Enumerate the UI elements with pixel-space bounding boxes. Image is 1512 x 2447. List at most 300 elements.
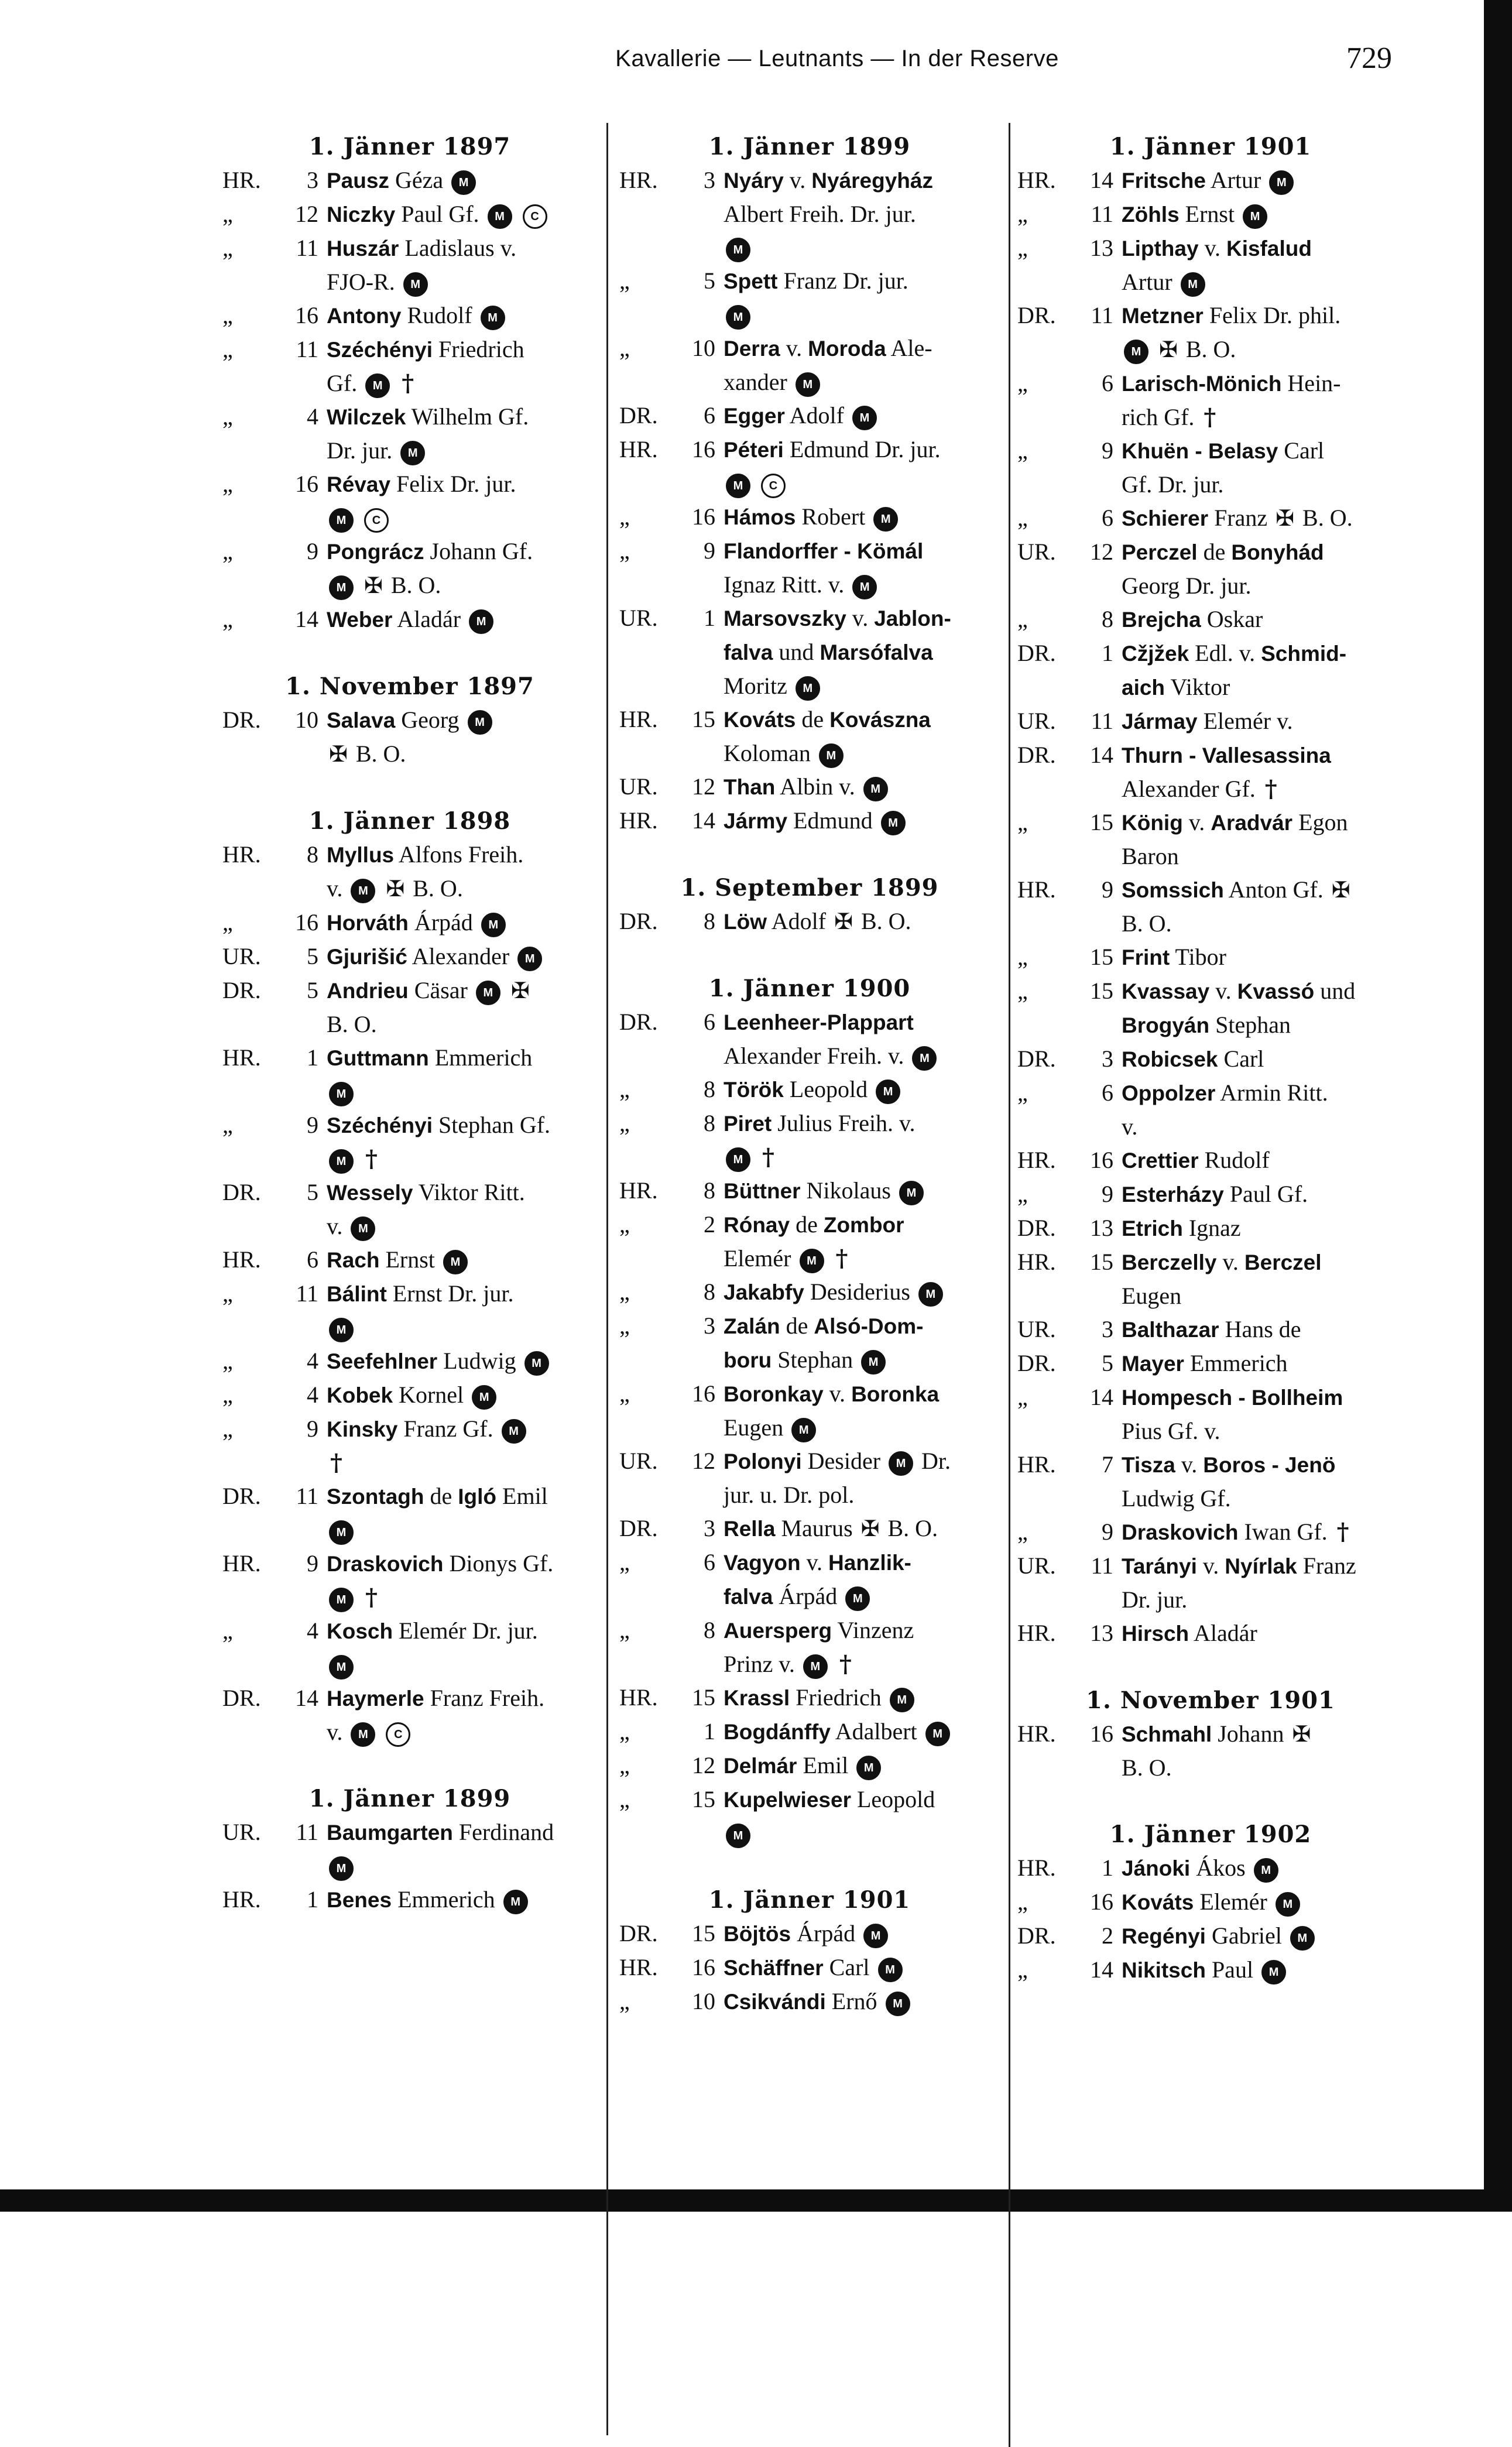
cross-icon: ✠ (1331, 877, 1350, 903)
regiment-type: „ (619, 1110, 630, 1136)
surname: König (1122, 811, 1183, 835)
regiment-number: 3 (307, 167, 318, 193)
regiment-number: 15 (1090, 809, 1113, 835)
surname: Horváth (327, 911, 409, 935)
regiment-number: 1 (704, 605, 715, 631)
regiment-number: 16 (692, 1954, 715, 1980)
dagger-icon: † (365, 1584, 378, 1611)
regiment-type: DR. (1017, 1215, 1056, 1241)
officer-entry-line: Polonyi Desider M Dr. (724, 1444, 1000, 1478)
regiment-label (619, 1174, 719, 1207)
regiment-number: 11 (1091, 708, 1113, 734)
officer-entry-line (724, 1140, 1000, 1174)
m-badge-icon: M (1261, 1960, 1286, 1985)
regiment-number: 9 (704, 537, 715, 564)
officer-entry-line (327, 1142, 597, 1175)
officer-entry-line: Löw Adolf ✠ B. O. (724, 908, 911, 934)
regiment-label (619, 1208, 719, 1241)
regiment-number: 16 (295, 471, 318, 497)
regiment-label (222, 1344, 322, 1377)
m-badge-icon: M (863, 777, 888, 801)
surname: Rach (327, 1248, 380, 1272)
surname: Esterházy (1122, 1183, 1224, 1207)
list-item (222, 1547, 597, 1614)
regiment-type: HR. (222, 167, 261, 193)
regiment-label (1017, 1346, 1117, 1380)
officer-entry-line (1122, 1380, 1404, 1414)
m-badge-icon: M (1124, 340, 1148, 364)
officer-entry-line: v. M ✠ B. O. (327, 872, 597, 906)
list-item (1017, 1245, 1404, 1312)
regiment-number: 5 (307, 977, 318, 1003)
m-badge-icon: M (329, 1149, 354, 1174)
officer-entry-line: Jármy Edmund M (724, 804, 1000, 838)
regiment-type: HR. (1017, 1249, 1056, 1275)
regiment-label (619, 433, 719, 466)
regiment-label (1017, 1143, 1117, 1177)
officer-entry-line: Pausz Géza M (327, 163, 597, 197)
officer-entry-line: ✠ B. O. (329, 741, 406, 767)
surname: Zalán (724, 1314, 780, 1338)
list-item (1017, 1380, 1404, 1448)
regiment-number: 15 (1090, 978, 1113, 1004)
regiment-type: HR. (1017, 1620, 1056, 1646)
regiment-number: 5 (704, 268, 715, 294)
surname: Khuën - Belasy (1122, 439, 1278, 463)
list-item (619, 601, 1000, 702)
officer-entry-line: Kobek Kornel M (327, 1378, 597, 1412)
surname: Zombor (823, 1213, 904, 1237)
regiment-type: DR. (1017, 302, 1056, 328)
m-badge-icon: M (329, 1588, 354, 1612)
regiment-label (619, 1005, 719, 1039)
surname: Egger (724, 404, 785, 428)
surname: Krassl (724, 1686, 790, 1710)
surname: Tisza (1122, 1453, 1175, 1477)
officer-entry-line: Pongrácz Johann Gf. (327, 538, 533, 564)
surname: Kobek (327, 1383, 393, 1407)
officer-entry-line: Marsovszky v. Jablon- (724, 605, 951, 631)
m-badge-icon: M (881, 811, 906, 835)
surname: Seefehlner (327, 1349, 438, 1373)
regiment-number: 6 (704, 1549, 715, 1575)
surname: Antony (327, 304, 402, 328)
officer-entry-line: Rach Ernst M (327, 1243, 597, 1277)
regiment-type: „ (222, 471, 233, 497)
regiment-label (619, 399, 719, 432)
surname: Hompesch - Bollheim (1122, 1386, 1343, 1410)
officer-entry-line: Frint Tibor (1122, 944, 1226, 970)
section (222, 130, 597, 636)
regiment-label (222, 1614, 322, 1647)
c-badge-icon: C (761, 474, 786, 498)
regiment-number: 14 (692, 807, 715, 834)
regiment-type: „ (619, 1617, 630, 1643)
surname: Nyírlak (1225, 1554, 1297, 1578)
officer-entry-line: Kosch Elemér Dr. jur. (327, 1617, 538, 1644)
m-badge-icon: M (1269, 170, 1294, 195)
m-badge-icon: M (726, 305, 750, 330)
surname: Spett (724, 269, 778, 293)
surname: Böjtös (724, 1922, 791, 1946)
officer-entry-line: v. M (327, 1209, 597, 1243)
surname: Jablon- (874, 606, 951, 630)
regiment-label (222, 1479, 322, 1513)
officer-entry-line: Büttner Nikolaus M (724, 1174, 1000, 1208)
m-badge-icon: M (803, 1654, 828, 1679)
regiment-label (619, 1309, 719, 1342)
officer-entry-line: jur. u. Dr. pol. (724, 1482, 855, 1508)
dagger-icon: † (1336, 1518, 1349, 1545)
scan-border-right (1484, 0, 1512, 2212)
dagger-icon: † (1204, 403, 1216, 431)
officer-entry-line: B. O. (1122, 1754, 1172, 1781)
regiment-label (619, 1444, 719, 1478)
regiment-type: DR. (222, 977, 261, 1003)
m-badge-icon: M (852, 406, 877, 430)
officer-entry-line: Lipthay v. Kisfalud (1122, 235, 1312, 261)
surname: Frint (1122, 945, 1170, 969)
officer-entry-line (1122, 738, 1404, 772)
running-head: Kavallerie — Leutnants — In der Reserve (615, 46, 1059, 71)
cross-icon: ✠ (510, 978, 530, 1003)
list-item (1017, 738, 1404, 806)
regiment-number: 6 (1102, 1079, 1113, 1106)
regiment-label (222, 906, 322, 939)
officer-entry-line: Baumgarten Ferdinand (327, 1819, 554, 1845)
surname: Széchényi (327, 1113, 433, 1137)
dagger-icon: † (402, 369, 414, 397)
regiment-number: 12 (1090, 539, 1113, 565)
surname: Schmid- (1261, 642, 1347, 666)
list-item (1017, 636, 1404, 704)
surname: Hámos (724, 505, 796, 529)
surname: Oppolzer (1122, 1081, 1216, 1105)
officer-entry-line: v. M C (327, 1715, 597, 1749)
section (222, 771, 597, 1749)
regiment-number: 1 (307, 1886, 318, 1913)
regiment-number: 8 (704, 1076, 715, 1102)
regiment-number: 16 (1090, 1889, 1113, 1915)
regiment-number: 8 (704, 1279, 715, 1305)
officer-entry-line: Guttmann Emmerich (327, 1044, 533, 1071)
regiment-label (619, 264, 719, 297)
surname: Nikitsch (1122, 1958, 1206, 1982)
m-badge-icon: M (517, 947, 542, 971)
list-item (619, 331, 1000, 399)
officer-entry-line: Egger Adolf M (724, 399, 1000, 433)
regiment-number: 16 (295, 909, 318, 935)
regiment-label (1017, 535, 1117, 568)
surname: Kovászna (829, 708, 931, 732)
m-badge-icon: M (472, 1385, 496, 1410)
list-item (619, 1715, 1000, 1749)
regiment-number: 13 (1090, 235, 1113, 261)
officer-entry-line: Eugen (1122, 1283, 1182, 1309)
regiment-number: 8 (704, 1177, 715, 1204)
list-item (1017, 602, 1404, 636)
regiment-type: DR. (619, 1515, 658, 1541)
regiment-label (619, 1951, 719, 1984)
regiment-label (222, 1108, 322, 1142)
section (222, 1749, 597, 1917)
m-badge-icon: M (443, 1250, 468, 1274)
surname: Myllus (327, 843, 395, 867)
officer-entry-line (327, 1311, 597, 1344)
m-badge-icon: M (873, 507, 898, 532)
regiment-label (1017, 636, 1117, 670)
surname: Kupelwieser (724, 1788, 851, 1812)
regiment-label (222, 940, 322, 973)
officer-entry-line: Ignaz Ritt. v. M (724, 568, 1000, 601)
list-item (222, 1108, 597, 1175)
list-item (1017, 1919, 1404, 1953)
regiment-label (619, 1613, 719, 1647)
regiment-number: 1 (1102, 1855, 1113, 1881)
regiment-label (222, 1277, 322, 1310)
m-badge-icon: M (524, 1351, 549, 1376)
surname: Alsó-Dom- (814, 1314, 924, 1338)
surname: Rella (724, 1517, 776, 1541)
officer-entry-line (327, 1849, 597, 1883)
surname: Büttner (724, 1179, 801, 1203)
regiment-type: „ (1017, 1889, 1028, 1915)
list-item (1017, 1717, 1404, 1784)
regiment-type: „ (222, 201, 233, 227)
officer-entry-line: Oppolzer Armin Ritt. (1122, 1079, 1328, 1106)
section (619, 938, 1000, 1850)
regiment-type: „ (222, 1416, 233, 1442)
regiment-number: 10 (692, 1988, 715, 2014)
officer-entry-line: Zöhls Ernst M (1122, 197, 1404, 231)
regiment-label (1017, 704, 1117, 738)
list-item (222, 1815, 597, 1883)
regiment-type: „ (619, 1312, 630, 1339)
regiment-type: HR. (222, 1044, 261, 1071)
surname: aich (1122, 676, 1165, 700)
officer-entry-line: Horváth Árpád M (327, 906, 597, 940)
regiment-number: 14 (1090, 1384, 1113, 1410)
dagger-icon: † (330, 1449, 342, 1476)
regiment-label (222, 602, 322, 636)
regiment-type: „ (1017, 606, 1028, 632)
officer-entry-line: Szontagh de Igló Emil (327, 1483, 548, 1509)
list-item (222, 1277, 597, 1344)
officer-entry-line: Alexander Freih. v. M (724, 1039, 1000, 1072)
m-badge-icon: M (726, 1824, 750, 1848)
regiment-label (1017, 1076, 1117, 1109)
regiment-label (619, 500, 719, 533)
regiment-number: 14 (295, 606, 318, 632)
officer-entry-line (724, 1005, 1000, 1039)
m-badge-icon: M (502, 1419, 526, 1444)
regiment-number: 11 (296, 235, 318, 261)
regiment-number: 12 (295, 201, 318, 227)
surname: Berczel (1244, 1250, 1322, 1274)
surname: Auersperg (724, 1619, 832, 1643)
column-rule-left (606, 123, 608, 2435)
officer-entry-line: Esterházy Paul Gf. (1122, 1181, 1308, 1207)
regiment-type: „ (1017, 944, 1028, 970)
officer-entry-line: falva und Marsófalva (724, 639, 933, 665)
surname: Csikvándi (724, 1990, 826, 2014)
officer-entry-line: Tisza v. Boros - Jenö (1122, 1451, 1336, 1478)
officer-entry-line: Spett Franz Dr. jur. (724, 268, 908, 294)
officer-entry-line: Kováts de Kovászna (724, 706, 931, 732)
m-badge-icon: M (890, 1688, 914, 1712)
regiment-label (1017, 1953, 1117, 1986)
surname: Metzner (1122, 304, 1204, 328)
regiment-type: „ (1017, 978, 1028, 1004)
regiment-type: „ (222, 1617, 233, 1644)
list-item (1017, 197, 1404, 231)
regiment-label (222, 1378, 322, 1411)
regiment-number: 8 (1102, 606, 1113, 632)
officer-entry-line: Albert Freih. Dr. jur. (724, 201, 916, 227)
officer-entry-line: Boronkay v. Boronka (724, 1380, 940, 1407)
list-item (1017, 299, 1404, 366)
list-item (619, 1613, 1000, 1681)
section (1017, 130, 1404, 1650)
list-item (1017, 974, 1404, 1042)
regiment-type: „ (619, 1380, 630, 1407)
regiment-number: 14 (1090, 167, 1113, 193)
section (222, 636, 597, 771)
officer-entry-line (724, 298, 1000, 331)
officer-entry-line: Khuën - Belasy Carl (1122, 437, 1325, 464)
section-heading: 1. Jänner 1900 (708, 975, 911, 1002)
regiment-number: 15 (692, 1920, 715, 1946)
list-item (619, 1951, 1000, 1985)
officer-entry-line: Draskovich Iwan Gf. † (1122, 1518, 1349, 1545)
officer-entry-line: Moritz M (724, 669, 1000, 702)
regiment-number: 13 (1090, 1620, 1113, 1646)
cross-icon: ✠ (1292, 1721, 1311, 1747)
regiment-label (222, 231, 322, 265)
regiment-label (1017, 1919, 1117, 1952)
dagger-icon: † (839, 1650, 852, 1678)
regiment-label (619, 804, 719, 837)
regiment-label (619, 601, 719, 635)
m-badge-icon: M (1276, 1892, 1300, 1917)
list-item (222, 467, 597, 534)
officer-entry-line: xander M (724, 365, 1000, 399)
surname: Balthazar (1122, 1318, 1219, 1342)
regiment-label (222, 974, 322, 1007)
officer-entry-line: Wessely Viktor Ritt. (327, 1179, 525, 1205)
regiment-type: HR. (222, 1550, 261, 1577)
regiment-type: „ (1017, 370, 1028, 396)
m-badge-icon: M (899, 1181, 924, 1205)
list-item (222, 838, 597, 906)
regiment-type: UR. (1017, 1316, 1056, 1342)
surname: Crettier (1122, 1149, 1199, 1173)
regiment-type: „ (619, 1786, 630, 1812)
officer-entry-line: Brogyán Stephan (1122, 1012, 1291, 1038)
cross-icon: ✠ (834, 909, 853, 934)
regiment-type: „ (222, 336, 233, 362)
officer-entry-line: Perczel de Bonyhád (1122, 539, 1324, 565)
surname: Nyáregyház (811, 169, 933, 193)
m-badge-icon: M (329, 1655, 354, 1680)
column-2 (619, 130, 1000, 2018)
regiment-type: „ (619, 335, 630, 361)
officer-entry-line: Draskovich Dionys Gf. (327, 1550, 554, 1577)
m-badge-icon: M (878, 1958, 903, 1982)
surname: Weber (327, 608, 393, 632)
officer-entry-line: Rella Maurus ✠ B. O. (724, 1515, 938, 1541)
surname: Benes (327, 1888, 392, 1912)
regiment-number: 13 (1090, 1215, 1113, 1241)
list-item (222, 1243, 597, 1277)
regiment-type: „ (1017, 809, 1028, 835)
list-item (1017, 1312, 1404, 1346)
regiment-type: „ (222, 538, 233, 564)
surname: Boronka (851, 1382, 940, 1406)
regiment-number: 6 (704, 402, 715, 429)
regiment-number: 11 (296, 1280, 318, 1307)
surname: Thurn - Vallesassina (1122, 743, 1331, 767)
surname: Salava (327, 708, 396, 732)
regiment-type: DR. (1017, 640, 1056, 666)
list-item (1017, 1851, 1404, 1885)
surname: Brogyán (1122, 1013, 1210, 1037)
officer-entry-line: Pius Gf. v. (1122, 1418, 1220, 1444)
surname: Hanzlik- (828, 1551, 911, 1575)
regiment-type: „ (1017, 505, 1028, 531)
list-item (1017, 704, 1404, 738)
regiment-number: 5 (307, 1179, 318, 1205)
regiment-number: 9 (307, 538, 318, 564)
surname: Kováts (724, 708, 796, 732)
officer-entry-line: Regényi Gabriel M (1122, 1919, 1404, 1953)
regiment-type: „ (222, 606, 233, 632)
regiment-number: 3 (704, 1515, 715, 1541)
surname: Kosch (327, 1619, 393, 1643)
officer-entry-line: Artur M (1122, 265, 1404, 299)
regiment-type: „ (222, 1382, 233, 1408)
section-heading: 1. Jänner 1901 (1109, 133, 1312, 160)
page-number: 729 (1346, 42, 1392, 75)
m-badge-icon: M (726, 474, 750, 498)
section (619, 838, 1000, 938)
regiment-label (619, 770, 719, 803)
cross-icon: ✠ (364, 573, 383, 598)
regiment-number: 16 (692, 436, 715, 462)
officer-entry-line: Bogdánffy Adalbert M (724, 1715, 1000, 1749)
regiment-number: 11 (1091, 1552, 1113, 1579)
surname: Baumgarten (327, 1821, 453, 1845)
regiment-label (1017, 1177, 1117, 1211)
officer-entry-line: v. (1122, 1113, 1138, 1140)
m-badge-icon: M (329, 1856, 354, 1881)
regiment-type: DR. (222, 1685, 261, 1711)
regiment-label (1017, 1448, 1117, 1481)
officer-entry-line: Dr. jur. M (327, 434, 597, 467)
regiment-type: „ (619, 1718, 630, 1745)
section-heading: 1. Jänner 1899 (308, 1785, 511, 1812)
list-item (619, 1749, 1000, 1783)
regiment-number: 7 (1102, 1451, 1113, 1478)
surname: Nyáry (724, 169, 784, 193)
regiment-label (619, 1275, 719, 1308)
m-badge-icon: M (481, 306, 505, 330)
officer-entry-line: Jakabfy Desiderius M (724, 1275, 1000, 1309)
regiment-number: 4 (307, 1348, 318, 1374)
regiment-type: UR. (222, 943, 261, 969)
regiment-label (1017, 299, 1117, 332)
surname: Jánoki (1122, 1856, 1191, 1880)
